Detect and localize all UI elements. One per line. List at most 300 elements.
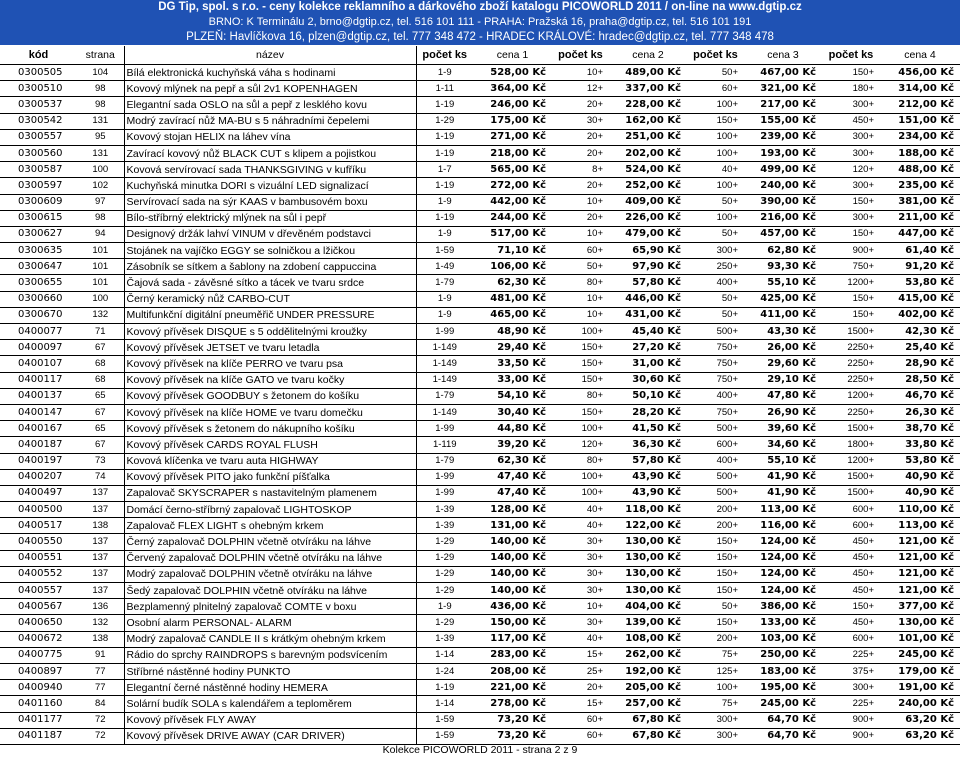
cell-pocet-ks-3: 500+ [687, 324, 744, 340]
col-header-pocet-ks-4: počet ks [822, 46, 880, 65]
cell-strana: 138 [77, 518, 124, 534]
cell-pocet-ks-4: 1500+ [822, 324, 880, 340]
cell-cena-4: 211,00 Kč [880, 210, 960, 226]
cell-pocet-ks-1: 1-59 [416, 728, 473, 744]
cell-cena-3: 240,00 Kč [744, 178, 822, 194]
cell-kod: 0300647 [0, 259, 77, 275]
cell-cena-1: 140,00 Kč [473, 583, 552, 599]
cell-strana: 98 [77, 81, 124, 97]
cell-pocet-ks-2: 100+ [552, 324, 609, 340]
cell-pocet-ks-4: 2250+ [822, 356, 880, 372]
cell-pocet-ks-1: 1-79 [416, 453, 473, 469]
cell-cena-3: 386,00 Kč [744, 599, 822, 615]
cell-cena-3: 26,90 Kč [744, 404, 822, 420]
cell-pocet-ks-2: 10+ [552, 226, 609, 242]
cell-strana: 73 [77, 453, 124, 469]
cell-cena-3: 457,00 Kč [744, 226, 822, 242]
table-row [0, 599, 960, 615]
cell-kod: 0400775 [0, 647, 77, 663]
cell-kod: 0400137 [0, 388, 77, 404]
cell-pocet-ks-3: 50+ [687, 194, 744, 210]
cell-pocet-ks-2: 150+ [552, 404, 609, 420]
cell-pocet-ks-2: 40+ [552, 631, 609, 647]
cell-pocet-ks-2: 50+ [552, 259, 609, 275]
cell-pocet-ks-3: 200+ [687, 631, 744, 647]
cell-pocet-ks-3: 750+ [687, 356, 744, 372]
cell-kod: 0400551 [0, 550, 77, 566]
cell-pocet-ks-3: 100+ [687, 97, 744, 113]
col-header-cena-1: cena 1 [473, 46, 552, 65]
cell-pocet-ks-4: 900+ [822, 243, 880, 259]
cell-pocet-ks-3: 75+ [687, 647, 744, 663]
cell-nazev: Modrý zapalovač DOLPHIN včetně otvíráku na láhve [124, 566, 416, 582]
cell-cena-3: 62,80 Kč [744, 243, 822, 259]
cell-pocet-ks-1: 1-14 [416, 647, 473, 663]
cell-kod: 0300557 [0, 129, 77, 145]
cell-nazev: Kovový přívěsek GOODBUY s žetonem do košíku [124, 388, 416, 404]
cell-strana: 98 [77, 210, 124, 226]
cell-pocet-ks-4: 375+ [822, 663, 880, 679]
cell-cena-3: 55,10 Kč [744, 275, 822, 291]
cell-cena-1: 271,00 Kč [473, 129, 552, 145]
cell-cena-1: 140,00 Kč [473, 534, 552, 550]
cell-pocet-ks-3: 150+ [687, 550, 744, 566]
cell-cena-1: 140,00 Kč [473, 566, 552, 582]
cell-nazev: Kovový přívěsek s žetonem do nákupního košíku [124, 421, 416, 437]
cell-pocet-ks-2: 20+ [552, 210, 609, 226]
cell-cena-3: 116,00 Kč [744, 518, 822, 534]
cell-cena-4: 42,30 Kč [880, 324, 960, 340]
cell-strana: 65 [77, 388, 124, 404]
cell-nazev: Zásobník se sítkem a šablony na zdobení cappuccina [124, 259, 416, 275]
cell-kod: 0300627 [0, 226, 77, 242]
cell-cena-3: 217,00 Kč [744, 97, 822, 113]
cell-nazev: Elegantní sada OSLO na sůl a pepř z lesklého kovu [124, 97, 416, 113]
cell-cena-4: 40,90 Kč [880, 469, 960, 485]
cell-cena-4: 25,40 Kč [880, 340, 960, 356]
cell-nazev: Kovový přívěsek JETSET ve tvaru letadla [124, 340, 416, 356]
cell-pocet-ks-3: 200+ [687, 518, 744, 534]
cell-pocet-ks-1: 1-149 [416, 356, 473, 372]
table-row [0, 81, 960, 97]
table-row [0, 275, 960, 291]
cell-cena-4: 91,20 Kč [880, 259, 960, 275]
cell-cena-2: 139,00 Kč [609, 615, 687, 631]
cell-strana: 67 [77, 437, 124, 453]
cell-cena-3: 113,00 Kč [744, 502, 822, 518]
cell-pocet-ks-1: 1-9 [416, 226, 473, 242]
cell-pocet-ks-2: 20+ [552, 97, 609, 113]
cell-cena-2: 65,90 Kč [609, 243, 687, 259]
cell-pocet-ks-1: 1-29 [416, 113, 473, 129]
cell-cena-4: 488,00 Kč [880, 162, 960, 178]
cell-cena-2: 41,50 Kč [609, 421, 687, 437]
table-row [0, 243, 960, 259]
cell-strana: 72 [77, 728, 124, 744]
table-body [0, 65, 960, 745]
cell-strana: 101 [77, 275, 124, 291]
cell-strana: 137 [77, 502, 124, 518]
cell-pocet-ks-3: 300+ [687, 728, 744, 744]
cell-pocet-ks-1: 1-149 [416, 404, 473, 420]
cell-pocet-ks-4: 300+ [822, 680, 880, 696]
cell-kod: 0300542 [0, 113, 77, 129]
cell-nazev: Designový držák lahví VINUM v dřevěném podstavci [124, 226, 416, 242]
cell-pocet-ks-1: 1-29 [416, 583, 473, 599]
cell-pocet-ks-1: 1-49 [416, 259, 473, 275]
cell-pocet-ks-4: 150+ [822, 194, 880, 210]
cell-cena-2: 431,00 Kč [609, 307, 687, 323]
cell-cena-3: 26,00 Kč [744, 340, 822, 356]
cell-pocet-ks-4: 150+ [822, 226, 880, 242]
cell-pocet-ks-3: 100+ [687, 210, 744, 226]
cell-pocet-ks-1: 1-39 [416, 631, 473, 647]
cell-cena-1: 517,00 Kč [473, 226, 552, 242]
cell-cena-4: 26,30 Kč [880, 404, 960, 420]
cell-cena-1: 442,00 Kč [473, 194, 552, 210]
cell-pocet-ks-2: 150+ [552, 356, 609, 372]
cell-cena-1: 565,00 Kč [473, 162, 552, 178]
table-row [0, 388, 960, 404]
cell-cena-4: 314,00 Kč [880, 81, 960, 97]
cell-cena-4: 63,20 Kč [880, 712, 960, 728]
cell-cena-1: 481,00 Kč [473, 291, 552, 307]
header-contacts-brno-praha: BRNO: K Terminálu 2, brno@dgtip.cz, tel. 516 101 111 - PRAHA: Pražská 16, praha@dgtip.cz, tel. 516 101 191 [208, 16, 752, 28]
cell-cena-4: 415,00 Kč [880, 291, 960, 307]
cell-pocet-ks-1: 1-19 [416, 97, 473, 113]
cell-pocet-ks-3: 50+ [687, 226, 744, 242]
table-row [0, 469, 960, 485]
cell-cena-1: 278,00 Kč [473, 696, 552, 712]
cell-kod: 0300537 [0, 97, 77, 113]
cell-strana: 77 [77, 680, 124, 696]
cell-cena-2: 31,00 Kč [609, 356, 687, 372]
cell-pocet-ks-1: 1-149 [416, 340, 473, 356]
cell-kod: 0400897 [0, 663, 77, 679]
cell-pocet-ks-1: 1-99 [416, 469, 473, 485]
table-row [0, 210, 960, 226]
cell-kod: 0400147 [0, 404, 77, 420]
cell-cena-3: 133,00 Kč [744, 615, 822, 631]
cell-pocet-ks-3: 50+ [687, 599, 744, 615]
table-row [0, 291, 960, 307]
cell-cena-4: 381,00 Kč [880, 194, 960, 210]
cell-cena-1: 47,40 Kč [473, 469, 552, 485]
cell-cena-2: 28,20 Kč [609, 404, 687, 420]
cell-pocet-ks-4: 150+ [822, 291, 880, 307]
cell-kod: 0400167 [0, 421, 77, 437]
cell-pocet-ks-3: 150+ [687, 615, 744, 631]
cell-cena-4: 151,00 Kč [880, 113, 960, 129]
cell-pocet-ks-2: 20+ [552, 178, 609, 194]
cell-cena-3: 55,10 Kč [744, 453, 822, 469]
cell-cena-3: 183,00 Kč [744, 663, 822, 679]
cell-cena-1: 244,00 Kč [473, 210, 552, 226]
cell-cena-4: 46,70 Kč [880, 388, 960, 404]
cell-nazev: Servírovací sada na sýr KAAS v bambusovém boxu [124, 194, 416, 210]
cell-pocet-ks-2: 20+ [552, 680, 609, 696]
cell-cena-1: 436,00 Kč [473, 599, 552, 615]
cell-nazev: Kuchyňská minutka DORI s vizuální LED signalizací [124, 178, 416, 194]
cell-cena-2: 192,00 Kč [609, 663, 687, 679]
cell-pocet-ks-4: 1200+ [822, 388, 880, 404]
cell-pocet-ks-4: 1200+ [822, 453, 880, 469]
cell-pocet-ks-3: 300+ [687, 243, 744, 259]
cell-pocet-ks-4: 300+ [822, 178, 880, 194]
cell-pocet-ks-2: 60+ [552, 728, 609, 744]
cell-pocet-ks-1: 1-29 [416, 550, 473, 566]
cell-cena-3: 93,30 Kč [744, 259, 822, 275]
cell-kod: 0300560 [0, 145, 77, 161]
cell-strana: 68 [77, 372, 124, 388]
cell-cena-2: 130,00 Kč [609, 566, 687, 582]
cell-cena-3: 124,00 Kč [744, 566, 822, 582]
cell-pocet-ks-3: 500+ [687, 485, 744, 501]
cell-cena-1: 73,20 Kč [473, 728, 552, 744]
cell-cena-4: 456,00 Kč [880, 65, 960, 81]
cell-cena-2: 479,00 Kč [609, 226, 687, 242]
cell-kod: 0400650 [0, 615, 77, 631]
cell-cena-4: 53,80 Kč [880, 275, 960, 291]
cell-cena-1: 62,30 Kč [473, 275, 552, 291]
cell-pocet-ks-4: 600+ [822, 502, 880, 518]
cell-cena-1: 364,00 Kč [473, 81, 552, 97]
cell-cena-4: 179,00 Kč [880, 663, 960, 679]
cell-pocet-ks-2: 10+ [552, 291, 609, 307]
cell-pocet-ks-1: 1-9 [416, 65, 473, 81]
cell-pocet-ks-2: 12+ [552, 81, 609, 97]
cell-pocet-ks-3: 250+ [687, 259, 744, 275]
cell-pocet-ks-2: 10+ [552, 194, 609, 210]
cell-pocet-ks-3: 500+ [687, 469, 744, 485]
cell-cena-2: 489,00 Kč [609, 65, 687, 81]
table-row [0, 162, 960, 178]
cell-cena-2: 162,00 Kč [609, 113, 687, 129]
cell-cena-3: 411,00 Kč [744, 307, 822, 323]
col-header-strana: strana [77, 46, 124, 65]
cell-kod: 0400672 [0, 631, 77, 647]
cell-pocet-ks-4: 150+ [822, 65, 880, 81]
cell-pocet-ks-3: 100+ [687, 178, 744, 194]
cell-pocet-ks-2: 10+ [552, 65, 609, 81]
cell-pocet-ks-1: 1-99 [416, 421, 473, 437]
cell-cena-2: 67,80 Kč [609, 712, 687, 728]
cell-nazev: Černý zapalovač DOLPHIN včetně otvíráku na láhve [124, 534, 416, 550]
cell-kod: 0401177 [0, 712, 77, 728]
cell-cena-3: 216,00 Kč [744, 210, 822, 226]
cell-pocet-ks-2: 100+ [552, 469, 609, 485]
cell-pocet-ks-1: 1-79 [416, 275, 473, 291]
cell-cena-2: 262,00 Kč [609, 647, 687, 663]
cell-cena-2: 337,00 Kč [609, 81, 687, 97]
table-row [0, 534, 960, 550]
cell-kod: 0300655 [0, 275, 77, 291]
cell-strana: 100 [77, 162, 124, 178]
cell-nazev: Modrý zavírací nůž MA-BU s 5 náhradními čepelemi [124, 113, 416, 129]
cell-cena-4: 40,90 Kč [880, 485, 960, 501]
cell-cena-3: 39,60 Kč [744, 421, 822, 437]
cell-pocet-ks-1: 1-29 [416, 615, 473, 631]
cell-kod: 0400940 [0, 680, 77, 696]
cell-cena-3: 195,00 Kč [744, 680, 822, 696]
cell-pocet-ks-2: 30+ [552, 566, 609, 582]
cell-cena-3: 64,70 Kč [744, 712, 822, 728]
cell-cena-1: 73,20 Kč [473, 712, 552, 728]
cell-kod: 0300635 [0, 243, 77, 259]
cell-cena-4: 53,80 Kč [880, 453, 960, 469]
cell-cena-1: 62,30 Kč [473, 453, 552, 469]
cell-pocet-ks-4: 450+ [822, 550, 880, 566]
cell-kod: 0400197 [0, 453, 77, 469]
cell-cena-1: 44,80 Kč [473, 421, 552, 437]
cell-strana: 77 [77, 663, 124, 679]
cell-pocet-ks-4: 150+ [822, 307, 880, 323]
table-row [0, 712, 960, 728]
cell-nazev: Kovová klíčenka ve tvaru auta HIGHWAY [124, 453, 416, 469]
cell-cena-4: 121,00 Kč [880, 550, 960, 566]
cell-pocet-ks-4: 450+ [822, 615, 880, 631]
table-header-row [0, 46, 960, 65]
cell-cena-2: 251,00 Kč [609, 129, 687, 145]
cell-kod: 0400552 [0, 566, 77, 582]
cell-cena-2: 228,00 Kč [609, 97, 687, 113]
cell-nazev: Kovový přívěsek na klíče GATO ve tvaru kočky [124, 372, 416, 388]
table-row [0, 194, 960, 210]
cell-cena-2: 97,90 Kč [609, 259, 687, 275]
cell-cena-2: 202,00 Kč [609, 145, 687, 161]
cell-pocet-ks-4: 225+ [822, 647, 880, 663]
cell-pocet-ks-4: 450+ [822, 113, 880, 129]
col-header-cena-4: cena 4 [880, 46, 960, 65]
cell-pocet-ks-4: 1200+ [822, 275, 880, 291]
cell-cena-3: 390,00 Kč [744, 194, 822, 210]
cell-pocet-ks-3: 750+ [687, 372, 744, 388]
cell-pocet-ks-1: 1-24 [416, 663, 473, 679]
cell-cena-4: 101,00 Kč [880, 631, 960, 647]
table-row [0, 566, 960, 582]
cell-cena-4: 188,00 Kč [880, 145, 960, 161]
cell-nazev: Rádio do sprchy RAINDROPS s barevným podsvícením [124, 647, 416, 663]
cell-pocet-ks-3: 750+ [687, 340, 744, 356]
cell-strana: 72 [77, 712, 124, 728]
cell-nazev: Osobní alarm PERSONAL- ALARM [124, 615, 416, 631]
cell-strana: 137 [77, 583, 124, 599]
cell-pocet-ks-1: 1-99 [416, 485, 473, 501]
cell-pocet-ks-2: 150+ [552, 340, 609, 356]
table-row [0, 631, 960, 647]
cell-nazev: Zavírací kovový nůž BLACK CUT s klipem a pojistkou [124, 145, 416, 161]
cell-cena-2: 43,90 Kč [609, 469, 687, 485]
cell-pocet-ks-2: 8+ [552, 162, 609, 178]
cell-cena-2: 57,80 Kč [609, 453, 687, 469]
cell-strana: 104 [77, 65, 124, 81]
cell-pocet-ks-3: 100+ [687, 680, 744, 696]
cell-cena-2: 118,00 Kč [609, 502, 687, 518]
cell-cena-3: 467,00 Kč [744, 65, 822, 81]
cell-cena-1: 47,40 Kč [473, 485, 552, 501]
cell-pocet-ks-2: 80+ [552, 275, 609, 291]
cell-pocet-ks-1: 1-79 [416, 388, 473, 404]
cell-kod: 0300660 [0, 291, 77, 307]
cell-strana: 71 [77, 324, 124, 340]
table-row [0, 583, 960, 599]
cell-cena-3: 43,30 Kč [744, 324, 822, 340]
cell-pocet-ks-3: 150+ [687, 113, 744, 129]
cell-cena-3: 155,00 Kč [744, 113, 822, 129]
cell-cena-1: 117,00 Kč [473, 631, 552, 647]
header-title: DG Tip, spol. s r.o. - ceny kolekce reklamního a dárkového zboží katalogu PICOWORLD 2011 / on-line na www.dgtip.cz [158, 1, 802, 13]
cell-strana: 98 [77, 97, 124, 113]
cell-pocet-ks-4: 600+ [822, 518, 880, 534]
cell-nazev: Solární budík SOLA s kalendářem a teploměrem [124, 696, 416, 712]
cell-cena-1: 221,00 Kč [473, 680, 552, 696]
cell-pocet-ks-4: 600+ [822, 631, 880, 647]
cell-strana: 95 [77, 129, 124, 145]
cell-cena-2: 257,00 Kč [609, 696, 687, 712]
cell-cena-1: 54,10 Kč [473, 388, 552, 404]
cell-pocet-ks-1: 1-39 [416, 518, 473, 534]
table-row [0, 97, 960, 113]
table-row [0, 145, 960, 161]
cell-pocet-ks-2: 10+ [552, 307, 609, 323]
cell-pocet-ks-4: 750+ [822, 259, 880, 275]
cell-strana: 97 [77, 194, 124, 210]
cell-cena-3: 103,00 Kč [744, 631, 822, 647]
cell-kod: 0300670 [0, 307, 77, 323]
cell-pocet-ks-4: 120+ [822, 162, 880, 178]
cell-nazev: Bílá elektronická kuchyňská váha s hodinami [124, 65, 416, 81]
table-row [0, 129, 960, 145]
cell-cena-1: 128,00 Kč [473, 502, 552, 518]
cell-nazev: Kovový přívěsek na klíče HOME ve tvaru domečku [124, 404, 416, 420]
cell-pocet-ks-3: 60+ [687, 81, 744, 97]
cell-cena-2: 226,00 Kč [609, 210, 687, 226]
cell-nazev: Červený zapalovač DOLPHIN včetně otvíráku na láhve [124, 550, 416, 566]
cell-pocet-ks-1: 1-19 [416, 129, 473, 145]
cell-pocet-ks-2: 150+ [552, 372, 609, 388]
cell-pocet-ks-4: 900+ [822, 728, 880, 744]
cell-cena-4: 191,00 Kč [880, 680, 960, 696]
cell-cena-3: 41,90 Kč [744, 485, 822, 501]
cell-strana: 84 [77, 696, 124, 712]
cell-pocet-ks-2: 25+ [552, 663, 609, 679]
cell-pocet-ks-2: 30+ [552, 550, 609, 566]
cell-pocet-ks-4: 2250+ [822, 404, 880, 420]
table-row [0, 647, 960, 663]
cell-cena-4: 33,80 Kč [880, 437, 960, 453]
cell-pocet-ks-2: 60+ [552, 243, 609, 259]
cell-pocet-ks-2: 30+ [552, 583, 609, 599]
cell-cena-4: 235,00 Kč [880, 178, 960, 194]
table-row [0, 696, 960, 712]
table-row [0, 307, 960, 323]
cell-pocet-ks-3: 150+ [687, 583, 744, 599]
cell-cena-1: 106,00 Kč [473, 259, 552, 275]
cell-cena-4: 28,90 Kč [880, 356, 960, 372]
cell-pocet-ks-3: 400+ [687, 275, 744, 291]
cell-pocet-ks-3: 100+ [687, 129, 744, 145]
cell-strana: 68 [77, 356, 124, 372]
cell-nazev: Bílo-stříbrný elektrický mlýnek na sůl i pepř [124, 210, 416, 226]
cell-nazev: Kovový přívěsek DRIVE AWAY (CAR DRIVER) [124, 728, 416, 744]
cell-nazev: Multifunkční digitální pneuměřič UNDER PRESSURE [124, 307, 416, 323]
cell-cena-1: 140,00 Kč [473, 550, 552, 566]
cell-strana: 136 [77, 599, 124, 615]
cell-pocet-ks-2: 80+ [552, 453, 609, 469]
cell-strana: 137 [77, 534, 124, 550]
cell-kod: 0400117 [0, 372, 77, 388]
cell-kod: 0400077 [0, 324, 77, 340]
